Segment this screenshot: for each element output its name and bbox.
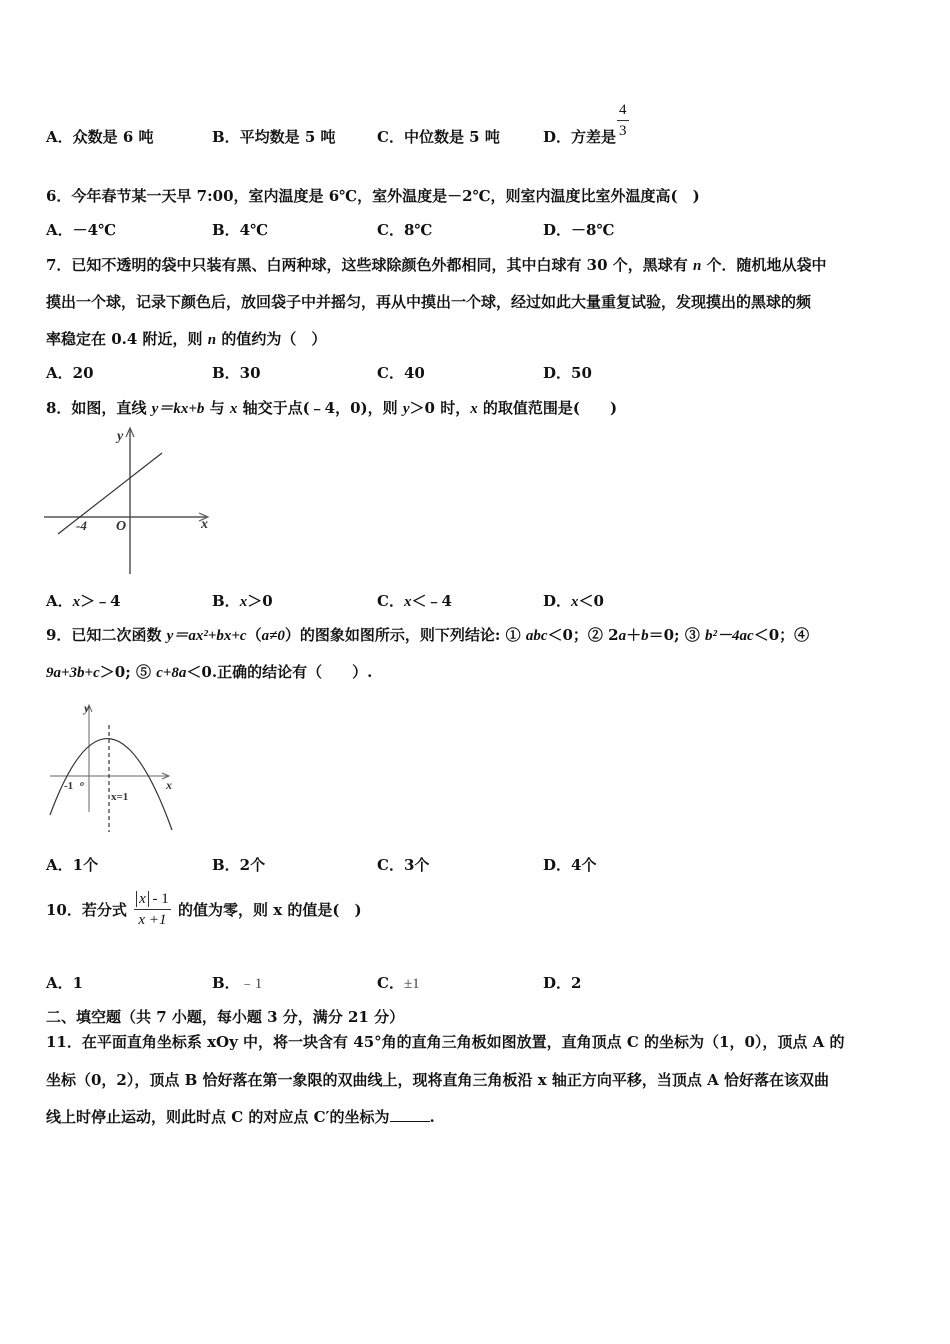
var-x: x: [72, 594, 81, 610]
var-n: n: [692, 258, 702, 274]
equation: y＝kx+b: [151, 401, 205, 417]
q6-option-a: A．－4℃: [46, 221, 117, 239]
text: D．: [543, 592, 572, 610]
q7-stem-line-2: 摸出一个球，记录下颜色后，放回袋子中并摇匀，再从中摸出一个球，经过如此大量重复试验，发现摸出的黑球的频: [46, 293, 812, 311]
text: .: [429, 1108, 435, 1126]
expr: 9a+3b+c: [46, 665, 100, 681]
q5-option-a: A．众数是 6 吨: [46, 128, 154, 146]
text: 10．若分式: [46, 900, 127, 919]
y-axis-label: y: [117, 429, 124, 444]
text: 的值约为（ ）: [216, 330, 327, 348]
text: 率稳定在 0.4 附近，则: [46, 330, 208, 348]
q8-line-graph-figure: [44, 424, 214, 579]
x-axis-label: x: [166, 778, 172, 792]
text: A．: [46, 974, 73, 992]
fraction-denominator: 3: [619, 123, 627, 139]
value: ±1: [403, 976, 420, 992]
var-b: b: [641, 628, 649, 644]
var-a: a: [618, 628, 627, 644]
q5-fraction: [617, 100, 629, 141]
q9-parabola-figure: [44, 700, 184, 835]
q7-option-d: D．50: [543, 364, 592, 382]
expr: abc: [525, 628, 548, 644]
text: C．: [377, 592, 404, 610]
fraction-numerator: 4: [617, 100, 629, 121]
q7-option-b: B．30: [212, 364, 261, 382]
text: B．: [212, 974, 240, 992]
value: 1: [72, 974, 84, 992]
q6-option-b: B．4℃: [212, 221, 269, 239]
text: ＞﹣4: [80, 592, 121, 610]
text: ＞0; ⑤: [99, 663, 157, 681]
text: 线上时停止运动，则此时点 C 的对应点 C′的坐标为: [46, 1108, 390, 1126]
q10-option-a: [46, 973, 83, 993]
q9-stem-line-1: [46, 625, 809, 646]
text: ＝0; ③: [648, 626, 706, 644]
abs-x: x: [136, 891, 149, 907]
q6-option-d: D．－8℃: [543, 221, 615, 239]
q11-stem-line-1: 11．在平面直角坐标系 xOy 中，将一块含有 45°角的直角三角板如图放置，直角顶点 C 的坐标为（1，0），顶点 A 的: [46, 1033, 845, 1051]
var-x: x: [571, 594, 579, 610]
q9-stem-line-2: [46, 662, 372, 683]
section-heading: 二、填空题（共 7 小题，每小题 3 分，满分 21 分）: [46, 1008, 405, 1026]
q10-option-d: [543, 973, 581, 993]
q5-option-c: C．中位数是 5 吨: [377, 128, 500, 146]
q8-stem: [46, 398, 617, 419]
root-label: -1: [64, 780, 74, 792]
text: ＜0.正确的结论有（ ）.: [186, 663, 373, 681]
symmetry-axis-label: x=1: [111, 791, 129, 803]
q8-option-d: [543, 591, 604, 612]
fraction-denominator: x +1: [138, 912, 167, 928]
text: A．: [46, 592, 73, 610]
text: - 1: [148, 891, 169, 907]
parabola-svg: [44, 700, 184, 835]
text: 9．已知二次函数: [46, 626, 167, 644]
equation: y＝ax²+bx+c: [166, 628, 247, 644]
fraction-numerator: [134, 889, 171, 910]
y-axis-label: y: [84, 701, 90, 715]
condition: a≠0: [261, 628, 285, 644]
var-x: x: [470, 401, 478, 417]
var-n: n: [207, 332, 217, 348]
var-y: y: [402, 401, 410, 417]
text: ＋: [626, 626, 642, 644]
q5-option-d: [543, 100, 629, 147]
intercept-label: -4: [76, 518, 87, 533]
text: （: [246, 626, 262, 644]
text: B．: [212, 592, 240, 610]
value: ﹣1: [239, 976, 263, 992]
q7-option-c: C．40: [377, 364, 425, 382]
value: 2: [571, 974, 582, 992]
q9-option-d: D．4个: [543, 856, 597, 874]
q7-stem-line-1: [46, 255, 827, 276]
text: ＜0；② 2: [547, 626, 619, 644]
q8-option-a: [46, 591, 121, 612]
q11-stem-line-3: [46, 1107, 435, 1127]
text: 轴交于点(﹣4，0)，则: [237, 399, 403, 417]
answer-blank[interactable]: [390, 1107, 430, 1122]
text: 的取值范围是( ): [477, 399, 618, 417]
var-x: x: [403, 594, 412, 610]
q7-stem-line-3: [46, 329, 326, 350]
q8-option-c: [377, 591, 452, 612]
var-x: x: [229, 401, 238, 417]
expr: c+8a: [156, 665, 187, 681]
q6-option-c: C．8℃: [377, 221, 433, 239]
x-axis-label: x: [201, 517, 208, 532]
q7-option-a: A．20: [46, 364, 94, 382]
text: 7．已知不透明的袋中只装有黑、白两种球，这些球除颜色外都相同，其中白球有 30 个，黑球有: [46, 256, 693, 274]
q9-option-a: A．1个: [46, 856, 99, 874]
text: 与: [204, 399, 230, 417]
text: ＞0: [247, 592, 273, 610]
text: ＜0；④: [753, 626, 810, 644]
text: ＜﹣4: [411, 592, 452, 610]
origin-label: o: [80, 779, 84, 788]
var-x: x: [239, 594, 248, 610]
text: ＞0 时，: [409, 399, 471, 417]
q10-fraction: [134, 889, 171, 930]
q9-option-c: C．3个: [377, 856, 430, 874]
q11-stem-line-2: 坐标（0，2），顶点 B 恰好落在第一象限的双曲线上，现将直角三角板沿 x 轴正方向平移，当顶点 A 恰好落在该双曲: [46, 1071, 829, 1089]
text: 个．随机地从袋中: [701, 256, 827, 274]
q10-option-c: [377, 973, 420, 994]
q10-option-b: [212, 973, 262, 994]
q9-option-b: B．2个: [212, 856, 266, 874]
q8-option-b: [212, 591, 273, 612]
text: ＜0: [578, 592, 604, 610]
origin-label: O: [116, 519, 127, 534]
text: C．: [377, 974, 404, 992]
text: 8．如图，直线: [46, 399, 152, 417]
text: D．: [543, 974, 572, 992]
q5-option-b: B．平均数是 5 吨: [212, 128, 336, 146]
expr: b²－4ac: [705, 628, 754, 644]
text: ）的图象如图所示，则下列结论: ①: [284, 626, 526, 644]
text: 的值为零，则 x 的值是( ): [178, 900, 362, 919]
q5-option-d-label: D．方差是: [543, 128, 617, 146]
q10-stem: [46, 889, 362, 930]
line-graph-svg: [44, 424, 214, 579]
q6-stem: 6．今年春节某一天早 7:00，室内温度是 6℃，室外温度是－2℃，则室内温度比室外温度高( ): [46, 187, 700, 205]
